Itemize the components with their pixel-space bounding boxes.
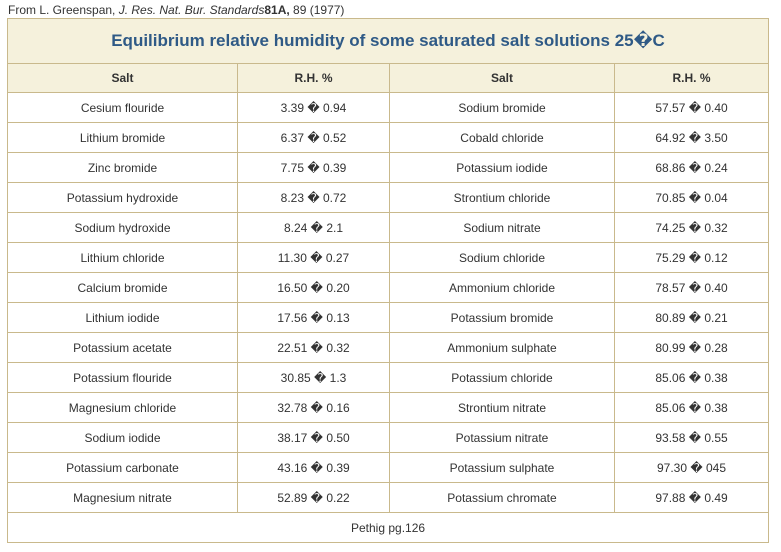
rh-value-cell: 3.39 � 0.94 [238,93,390,123]
salt-name-cell: Magnesium chloride [8,393,238,423]
salt-name-cell: Sodium hydroxide [8,213,238,243]
table-row [8,333,769,363]
salt-name-cell: Potassium chromate [390,483,615,513]
column-header-rh: R.H. % [238,64,390,93]
rh-value-cell: 97.88 � 0.49 [615,483,769,513]
header-row [8,64,769,93]
salt-name-cell: Sodium nitrate [390,213,615,243]
table-row [8,453,769,483]
rh-value-cell: 17.56 � 0.13 [238,303,390,333]
rh-value-cell: 78.57 � 0.40 [615,273,769,303]
salt-name-cell: Potassium acetate [8,333,238,363]
salt-name-cell: Potassium chloride [390,363,615,393]
salt-name-cell: Strontium chloride [390,183,615,213]
salt-name-cell: Ammonium chloride [390,273,615,303]
salt-name-cell: Strontium nitrate [390,393,615,423]
rh-value-cell: 80.99 � 0.28 [615,333,769,363]
salt-name-cell: Lithium bromide [8,123,238,153]
salt-name-cell: Potassium sulphate [390,453,615,483]
rh-value-cell: 22.51 � 0.32 [238,333,390,363]
rh-value-cell: 80.89 � 0.21 [615,303,769,333]
column-header-salt: Salt [390,64,615,93]
salt-name-cell: Cesium flouride [8,93,238,123]
table-row [8,273,769,303]
table-footer: Pethig pg.126 [8,513,769,543]
citation-prefix: From L. Greenspan, [8,3,119,17]
salt-name-cell: Potassium iodide [390,153,615,183]
rh-value-cell: 64.92 � 3.50 [615,123,769,153]
rh-value-cell: 85.06 � 0.38 [615,363,769,393]
table-row [8,423,769,453]
table-title: Equilibrium relative humidity of some saturated salt solutions 25�C [8,19,769,64]
salt-name-cell: Magnesium nitrate [8,483,238,513]
salt-name-cell: Cobald chloride [390,123,615,153]
rh-value-cell: 11.30 � 0.27 [238,243,390,273]
table-row [8,363,769,393]
rh-value-cell: 52.89 � 0.22 [238,483,390,513]
table-row [8,183,769,213]
rh-value-cell: 32.78 � 0.16 [238,393,390,423]
table-row [8,483,769,513]
rh-value-cell: 70.85 � 0.04 [615,183,769,213]
rh-value-cell: 6.37 � 0.52 [238,123,390,153]
salt-name-cell: Sodium chloride [390,243,615,273]
rh-value-cell: 8.24 � 2.1 [238,213,390,243]
humidity-table [7,18,769,543]
citation-volume: 81A, [264,3,290,17]
salt-name-cell: Potassium flouride [8,363,238,393]
salt-name-cell: Zinc bromide [8,153,238,183]
rh-value-cell: 68.86 � 0.24 [615,153,769,183]
salt-name-cell: Potassium hydroxide [8,183,238,213]
table-row [8,213,769,243]
rh-value-cell: 75.29 � 0.12 [615,243,769,273]
rh-value-cell: 30.85 � 1.3 [238,363,390,393]
rh-value-cell: 7.75 � 0.39 [238,153,390,183]
salt-name-cell: Lithium chloride [8,243,238,273]
table-row [8,303,769,333]
salt-name-cell: Potassium nitrate [390,423,615,453]
citation-rest: 89 (1977) [289,3,345,17]
salt-name-cell: Calcium bromide [8,273,238,303]
rh-value-cell: 38.17 � 0.50 [238,423,390,453]
rh-value-cell: 97.30 � 045 [615,453,769,483]
table-row [8,93,769,123]
salt-name-cell: Sodium bromide [390,93,615,123]
table-row [8,243,769,273]
table-row [8,123,769,153]
table-row [8,393,769,423]
column-header-rh: R.H. % [615,64,769,93]
salt-name-cell: Sodium iodide [8,423,238,453]
rh-value-cell: 93.58 � 0.55 [615,423,769,453]
citation-journal: J. Res. Nat. Bur. Standards [118,3,265,17]
rh-value-cell: 85.06 � 0.38 [615,393,769,423]
salt-name-cell: Lithium iodide [8,303,238,333]
source-citation [8,3,344,17]
rh-value-cell: 16.50 � 0.20 [238,273,390,303]
column-header-salt: Salt [8,64,238,93]
rh-value-cell: 43.16 � 0.39 [238,453,390,483]
salt-name-cell: Ammonium sulphate [390,333,615,363]
salt-name-cell: Potassium carbonate [8,453,238,483]
rh-value-cell: 74.25 � 0.32 [615,213,769,243]
rh-value-cell: 8.23 � 0.72 [238,183,390,213]
salt-name-cell: Potassium bromide [390,303,615,333]
rh-value-cell: 57.57 � 0.40 [615,93,769,123]
table-row [8,153,769,183]
